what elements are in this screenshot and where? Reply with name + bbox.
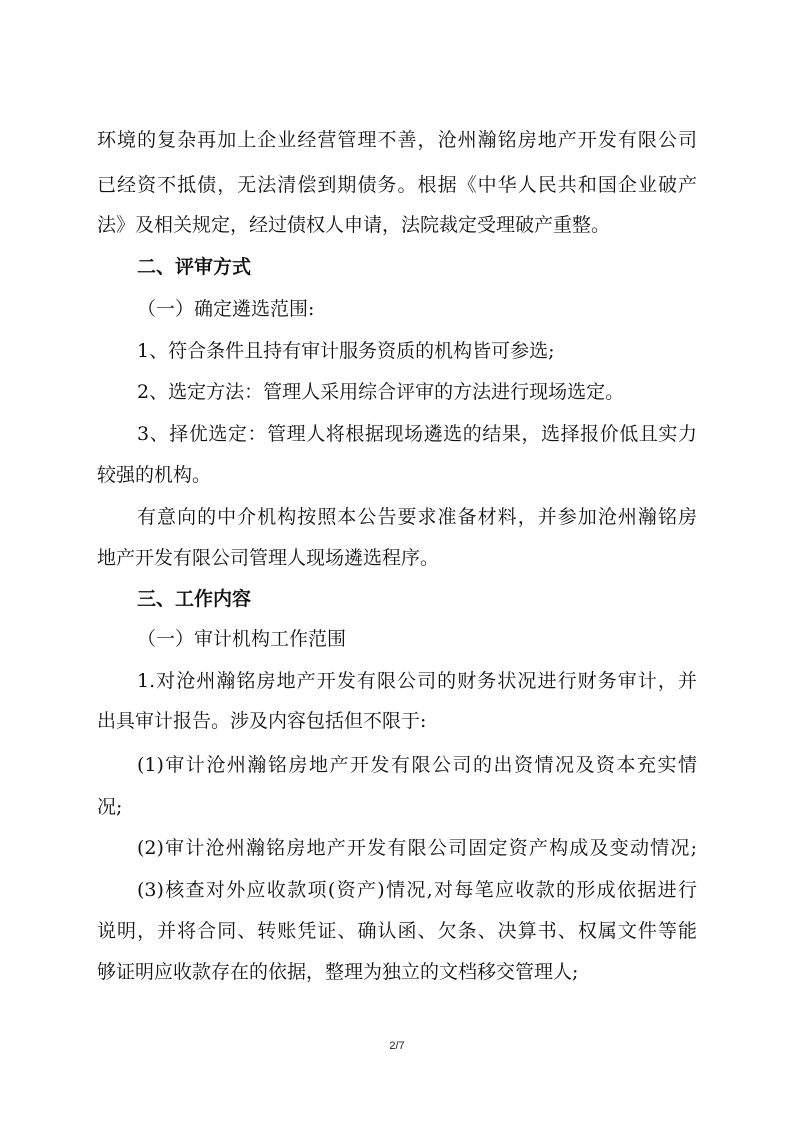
list-item-continuation: 较强的机构。 [97,464,212,486]
page-number: 2/7 [389,1040,405,1052]
list-item-continuation: 说明，并将合同、转账凭证、确认函、欠条、决算书、权属文件等能 [97,920,697,942]
list-item: (1)审计沧州瀚铭房地产开发有限公司的出资情况及资本充实情 [137,754,697,776]
subsection-heading: （一）审计机构工作范围 [137,628,347,650]
paragraph-line: 环境的复杂再加上企业经营管理不善，沧州瀚铭房地产开发有限公司 [97,129,697,151]
list-item: (3)核查对外应收款项(资产)情况,对每笔应收款的形成依据进行 [137,879,697,901]
list-item: (2)审计沧州瀚铭房地产开发有限公司固定资产构成及变动情况; [137,837,697,859]
paragraph-line: 法》及相关规定，经过债权人申请，法院裁定受理破产重整。 [97,214,611,236]
section-heading-3: 三、工作内容 [137,588,252,610]
list-item: 1.对沧州瀚铭房地产开发有限公司的财务状况进行财务审计，并 [137,670,697,692]
paragraph-line: 有意向的中介机构按照本公告要求准备材料，并参加沧州瀚铭房 [137,506,697,528]
list-item-continuation: 况; [97,796,123,818]
list-item: 2、选定方法：管理人采用综合评审的方法进行现场选定。 [137,381,625,403]
list-item-continuation: 出具审计报告。涉及内容包括但不限于: [97,710,427,732]
paragraph-line: 地产开发有限公司管理人现场遴选程序。 [97,547,440,569]
paragraph-line: 已经资不抵债，无法清偿到期债务。根据《中华人民共和国企业破产 [97,174,697,196]
section-heading-2: 二、评审方式 [137,256,252,278]
list-item-continuation: 够证明应收款存在的依据，整理为独立的文档移交管理人; [97,961,579,983]
subsection-heading: （一）确定遴选范围: [137,298,315,320]
list-item: 3、择优选定：管理人将根据现场遴选的结果，选择报价低且实力 [137,423,697,445]
list-item: 1、符合条件且持有审计服务资质的机构皆可参选; [137,340,555,362]
